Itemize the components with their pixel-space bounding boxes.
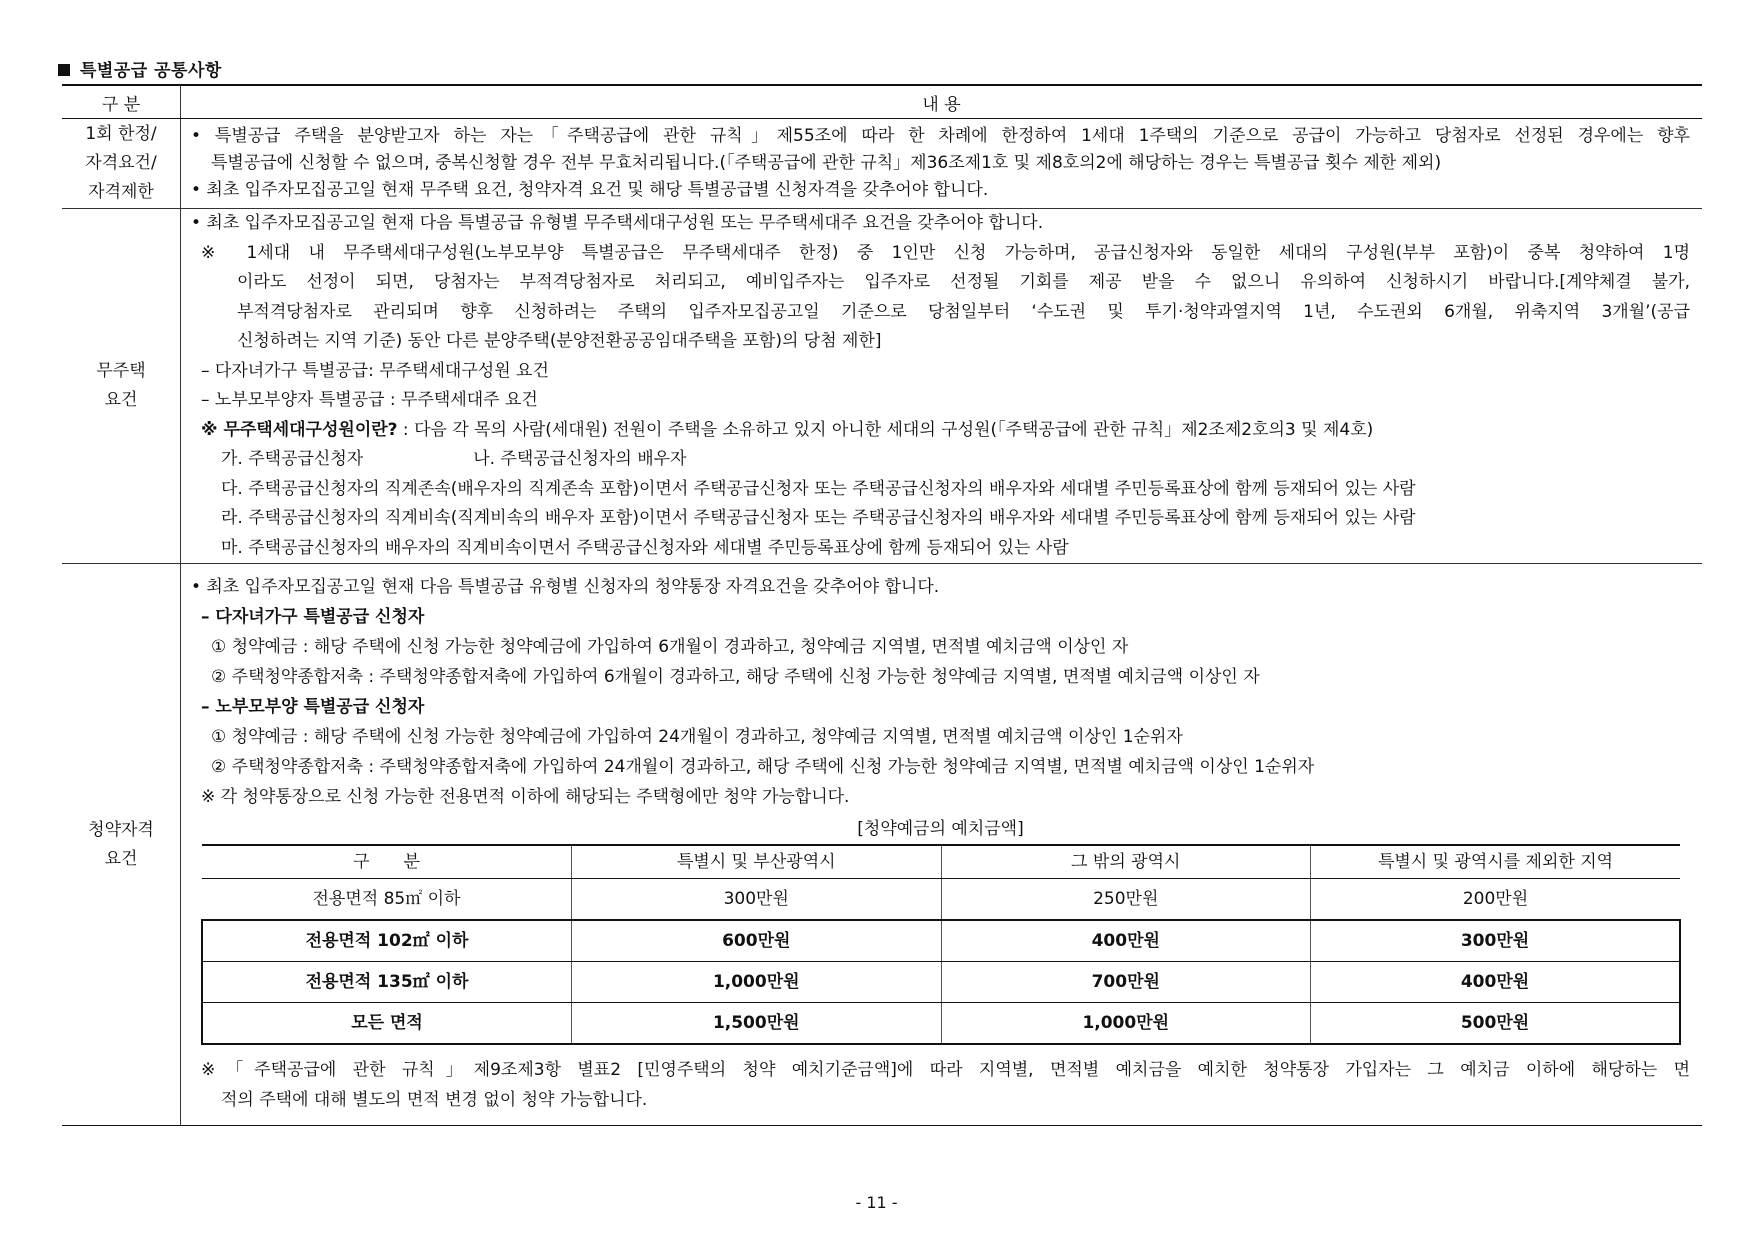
table-row: 전용면적 85㎡ 이하 300만원 250만원 200만원 <box>202 879 1680 921</box>
table-row-highlighted: 전용면적 135㎡ 이하 1,000만원 700만원 400만원 <box>202 962 1680 1003</box>
paragraph-line: ② 주택청약종합저축 : 주택청약종합저축에 가입하여 24개월이 경과하고, 해당 주택에 신청 가능한 청약예금 지역별, 면적별 예치금액 이상인 1순위자 <box>211 757 1315 777</box>
square-bullet-icon <box>58 64 70 76</box>
paragraph-line: 라. 주택공급신청자의 직계비속(직계비속의 배우자 포함)이면서 주택공급신청자 또는 주택공급신청자의 배우자와 세대별 주민등록표상에 함께 등재되어 있는 사람 <box>221 508 1416 528</box>
paragraph-line: ② 주택청약종합저축 : 주택청약종합저축에 가입하여 6개월이 경과하고, 해당 주택에 신청 가능한 청약예금 지역별, 면적별 예치금액 이상인 자 <box>211 667 1260 687</box>
paragraph-line: – 다자녀가구 특별공급 신청자 <box>201 607 425 627</box>
table-row-highlighted: 모든 면적 1,500만원 1,000만원 500만원 <box>202 1003 1680 1045</box>
row-content <box>181 209 1703 564</box>
paragraph-line: 다. 주택공급신청자의 직계존속(배우자의 직계존속 포함)이면서 주택공급신청자 또는 주택공급신청자의 배우자와 세대별 주민등록표상에 함께 등재되어 있는 사람 <box>221 478 1416 499</box>
paragraph-line: ① 청약예금 : 해당 주택에 신청 가능한 청약예금에 가입하여 6개월이 경과하고, 청약예금 지역별, 면적별 예치금액 이상인 자 <box>211 637 1129 657</box>
table-row-highlighted: 전용면적 102㎡ 이하 600만원 400만원 300만원 <box>202 920 1680 962</box>
row-content <box>181 119 1703 209</box>
paragraph-line: 신청하려는 지역 기준) 동안 다른 분양주택(분양전환공공임대주택을 포함)의 당첨 제한] <box>237 331 882 351</box>
paragraph-line: ※ 1세대 내 무주택세대구성원(노부모부양 특별공급은 무주택세대주 한정) 중 1인만 신청 가능하며, 공급신청자와 동일한 세대의 구성원(부부 포함)이 중복 청약하여 1명 <box>201 242 1690 263</box>
paragraph-line: ※ 각 청약통장으로 신청 가능한 전용면적 이하에 해당되는 주택형에만 청약 가능합니다. <box>201 787 850 807</box>
special-supply-table <box>62 84 1702 1126</box>
deposit-amount-table <box>201 844 1681 1045</box>
paragraph-line: 적의 주택에 대해 별도의 면적 변경 없이 청약 가능합니다. <box>221 1090 648 1110</box>
paragraph-line: ※ 무주택세대구성원이란? : 다음 각 목의 사람(세대원) 전원이 주택을 소유하고 있지 아니한 세대의 구성원(「주택공급에 관한 규칙」제2조제2호의3 및 제4호) <box>201 419 1374 440</box>
section-title: 특별공급 공통사항 <box>58 56 222 81</box>
paragraph-line: – 노부모부양자 특별공급 : 무주택세대주 요건 <box>201 390 538 410</box>
row-no-house-requirement <box>62 209 1702 564</box>
paragraph-line: • 최초 입주자모집공고일 현재 다음 특별공급 유형별 신청자의 청약통장 자격요건을 갖추어야 합니다. <box>191 577 940 597</box>
row-one-time-limit <box>62 119 1702 209</box>
row-label: 청약자격 요건 <box>62 564 181 1126</box>
paragraph-line: 마. 주택공급신청자의 배우자의 직계비속이면서 주택공급신청자와 세대별 주민등록표상에 함께 등재되어 있는 사람 <box>221 537 1069 558</box>
paragraph-line: 부적격당첨자로 관리되며 향후 신청하려는 주택의 입주자모집공고일 기준으로 당첨일부터 ‘수도권 및 투기·청약과열지역 1년, 수도권외 6개월, 위축지역 3개월’(공급 <box>237 301 1690 322</box>
deposit-header-cell: 특별시 및 광역시를 제외한 지역 <box>1311 845 1681 879</box>
paragraph-line: ※「주택공급에 관한 규칙」제9조제3항 별표2 [민영주택의 청약 예치기준금액]에 따라 지역별, 면적별 예치금을 예치한 청약통장 가입자는 그 예치금 이하에 해당하는 면 <box>201 1060 1690 1080</box>
paragraph-line: 가. 주택공급신청자 나. 주택공급신청자의 배우자 <box>221 449 687 469</box>
deposit-table-caption: [청약예금의 예치금액] <box>857 819 1024 839</box>
header-category: 구 분 <box>62 85 181 119</box>
row-label: 1회 한정/ 자격요건/ 자격제한 <box>62 119 181 209</box>
row-label: 무주택 요건 <box>62 209 181 564</box>
row-subscription-requirement <box>62 564 1702 1126</box>
paragraph-line: – 다자녀가구 특별공급: 무주택세대구성원 요건 <box>201 360 549 381</box>
paragraph-line: 특별공급에 신청할 수 없으며, 중복신청할 경우 전부 무효처리됩니다.(「주택공급에 관한 규칙」제36조제1호 및 제8호의2에 해당하는 경우는 특별공급 횟수 제한 제외) <box>211 153 1442 173</box>
paragraph-line: 이라도 선정이 되면, 당첨자는 부적격당첨자로 처리되고, 예비입주자는 입주자로 선정될 기회를 제공 받을 수 없으니 유의하여 신청하시기 바랍니다.[계약체결 불가, <box>237 272 1690 292</box>
table-header-row <box>62 85 1702 119</box>
paragraph-line: • 최초 입주자모집공고일 현재 다음 특별공급 유형별 무주택세대구성원 또는 무주택세대주 요건을 갖추어야 합니다. <box>191 213 1044 233</box>
row-content <box>181 564 1703 1126</box>
paragraph-line: – 노부모부양 특별공급 신청자 <box>201 697 425 717</box>
deposit-header-cell: 그 밖의 광역시 <box>941 845 1311 879</box>
header-content: 내 용 <box>181 85 1703 119</box>
paragraph-line: ① 청약예금 : 해당 주택에 신청 가능한 청약예금에 가입하여 24개월이 경과하고, 청약예금 지역별, 면적별 예치금액 이상인 1순위자 <box>211 727 1183 747</box>
deposit-header-row <box>202 845 1680 879</box>
paragraph-line: • 특별공급 주택을 분양받고자 하는 자는「주택공급에 관한 규칙」제55조에 따라 한 차례에 한정하여 1세대 1주택의 기준으로 공급이 가능하고 당첨자로 선정된 경우에는 향후 <box>191 126 1690 146</box>
deposit-header-cell: 구 분 <box>202 845 572 879</box>
paragraph-line: • 최초 입주자모집공고일 현재 무주택 요건, 청약자격 요건 및 해당 특별공급별 신청자격을 갖추어야 합니다. <box>191 180 989 200</box>
deposit-header-cell: 특별시 및 부산광역시 <box>572 845 942 879</box>
page-number: - 11 - <box>855 1193 898 1212</box>
